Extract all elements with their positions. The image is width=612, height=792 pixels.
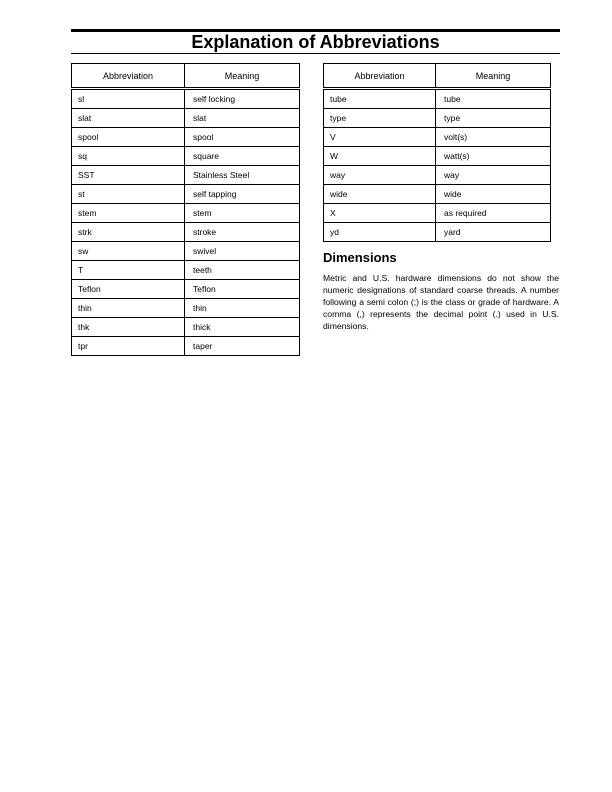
table-row bbox=[72, 318, 300, 337]
meaning-cell: volt(s) bbox=[436, 128, 551, 147]
column-header-meaning: Meaning bbox=[185, 64, 300, 89]
meaning-cell: thick bbox=[185, 318, 300, 337]
abbreviation-cell: sl bbox=[72, 89, 185, 109]
abbreviation-cell: way bbox=[324, 166, 436, 185]
meaning-cell: as required bbox=[436, 204, 551, 223]
meaning-cell: slat bbox=[185, 109, 300, 128]
table-row bbox=[72, 280, 300, 299]
table-header-row bbox=[72, 64, 300, 89]
table-row bbox=[72, 128, 300, 147]
meaning-cell: type bbox=[436, 109, 551, 128]
table-row bbox=[72, 147, 300, 166]
meaning-cell: watt(s) bbox=[436, 147, 551, 166]
meaning-cell: teeth bbox=[185, 261, 300, 280]
table-header-row bbox=[324, 64, 551, 89]
table-row bbox=[72, 109, 300, 128]
abbreviation-cell: slat bbox=[72, 109, 185, 128]
abbreviation-cell: strk bbox=[72, 223, 185, 242]
abbreviation-cell: V bbox=[324, 128, 436, 147]
table-row bbox=[324, 185, 551, 204]
abbreviation-cell: tpr bbox=[72, 337, 185, 356]
column-header-abbreviation: Abbreviation bbox=[324, 64, 436, 89]
meaning-cell: wide bbox=[436, 185, 551, 204]
table-row bbox=[324, 89, 551, 109]
meaning-cell: swivel bbox=[185, 242, 300, 261]
abbreviation-cell: sw bbox=[72, 242, 185, 261]
table-row bbox=[72, 204, 300, 223]
abbreviation-cell: W bbox=[324, 147, 436, 166]
table-row bbox=[324, 128, 551, 147]
abbreviation-cell: st bbox=[72, 185, 185, 204]
dimensions-heading: Dimensions bbox=[323, 250, 397, 265]
abbreviation-cell: type bbox=[324, 109, 436, 128]
abbreviation-cell: sq bbox=[72, 147, 185, 166]
abbreviation-cell: thk bbox=[72, 318, 185, 337]
table-row bbox=[72, 337, 300, 356]
abbreviation-cell: thin bbox=[72, 299, 185, 318]
table-row bbox=[72, 223, 300, 242]
abbreviations-table-right bbox=[323, 63, 551, 242]
abbreviations-table-left bbox=[71, 63, 300, 356]
abbreviation-cell: yd bbox=[324, 223, 436, 242]
table-row bbox=[324, 109, 551, 128]
abbreviation-cell: SST bbox=[72, 166, 185, 185]
meaning-cell: self tapping bbox=[185, 185, 300, 204]
table-row bbox=[324, 147, 551, 166]
meaning-cell: square bbox=[185, 147, 300, 166]
dimensions-paragraph: Metric and U.S. hardware dimensions do not show the numeric designations of standard coarse threads. A number following a semi colon (;) is the class or grade of hardware. A comma (,) represents the decimal point (.) used in U.S. dimensions. bbox=[323, 273, 559, 332]
table-row bbox=[72, 299, 300, 318]
meaning-cell: taper bbox=[185, 337, 300, 356]
column-header-meaning: Meaning bbox=[436, 64, 551, 89]
table-row bbox=[324, 204, 551, 223]
meaning-cell: self locking bbox=[185, 89, 300, 109]
table-row bbox=[72, 166, 300, 185]
meaning-cell: spool bbox=[185, 128, 300, 147]
meaning-cell: stroke bbox=[185, 223, 300, 242]
meaning-cell: way bbox=[436, 166, 551, 185]
table-row bbox=[72, 89, 300, 109]
table-row bbox=[72, 242, 300, 261]
abbreviation-cell: X bbox=[324, 204, 436, 223]
table-row bbox=[324, 223, 551, 242]
meaning-cell: Teflon bbox=[185, 280, 300, 299]
abbreviation-cell: Teflon bbox=[72, 280, 185, 299]
meaning-cell: thin bbox=[185, 299, 300, 318]
abbreviation-cell: T bbox=[72, 261, 185, 280]
column-header-abbreviation: Abbreviation bbox=[72, 64, 185, 89]
meaning-cell: stem bbox=[185, 204, 300, 223]
title-rule-bottom bbox=[71, 53, 560, 54]
abbreviation-cell: wide bbox=[324, 185, 436, 204]
abbreviation-cell: spool bbox=[72, 128, 185, 147]
abbreviation-cell: tube bbox=[324, 89, 436, 109]
table-row bbox=[324, 166, 551, 185]
meaning-cell: tube bbox=[436, 89, 551, 109]
meaning-cell: Stainless Steel bbox=[185, 166, 300, 185]
abbreviation-cell: stem bbox=[72, 204, 185, 223]
meaning-cell: yard bbox=[436, 223, 551, 242]
table-row bbox=[72, 185, 300, 204]
table-row bbox=[72, 261, 300, 280]
page-title: Explanation of Abbreviations bbox=[191, 32, 440, 52]
